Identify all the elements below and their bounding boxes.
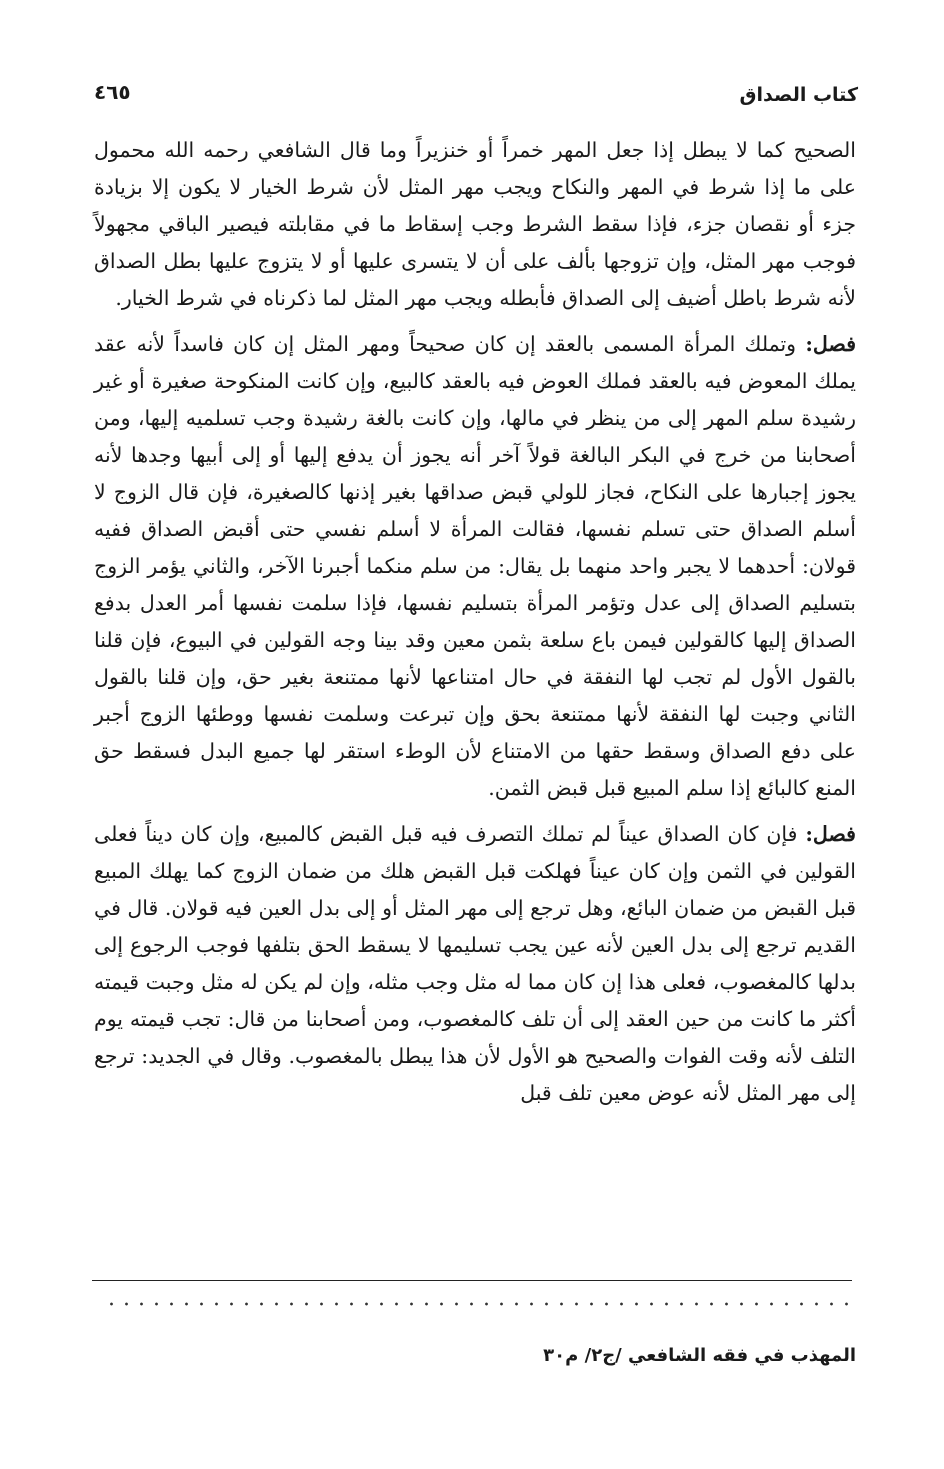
paragraph-text: فإن كان الصداق عيناً لم تملك التصرف فيه قبل القبض كالمبيع، وإن كان ديناً فعلى القولين في الثمن وإن كان عيناً فهلكت قبل القبض هلك من ضمان الزوج كما يهلك المبيع قبل القبض من ضمان البائع، وهل ترجع إلى مهر المثل أو إلى بدل العين فيه قولان. قال في القديم ترجع إلى بدل العين لأنه عين يجب تسليمها لا يسقط الحق بتلفها فوجب الرجوع إلى بدلها كالمغصوب، فعلى هذا إن كان مما له مثل وجب مثله، وإن لم يكن له مثل وجبت قيمته أكثر ما كانت من حين العقد إلى أن تلف كالمغصوب، ومن أصحابنا من قال: تجب قيمته يوم التلف لأنه وقت الفوات والصحيح هو الأول لأن هذا يبطل بالمغصوب. وقال في الجديد: ترجع إلى مهر المثل لأنه عوض معين تلف قبل	[94, 822, 856, 1105]
page-header	[94, 80, 858, 124]
paragraph-text: الصحيح كما لا يبطل إذا جعل المهر خمراً أو خنزيراً وما قال الشافعي رحمه الله محمول على ما إذا شرط في المهر والنكاح ويجب مهر المثل لأن شرط الخيار لا يكون إلا بزيادة جزء أو نقصان جزء، فإذا سقط الشرط وجب إسقاط ما في مقابلته فيصير الباقي مجهولاً فوجب مهر المثل، وإن تزوجها بألف على أن لا يتسرى عليها أو لا يتزوج عليها بطل الصداق لأنه شرط باطل أضيف إلى الصداق فأبطله ويجب مهر المثل لما ذكرناه في شرط الخيار.	[94, 138, 856, 310]
page-footer: المهذب في فقه الشافعي /ج٢/ م٣٠	[543, 1345, 856, 1366]
page-body	[94, 132, 856, 1121]
paragraph-text: وتملك المرأة المسمى بالعقد إن كان صحيحاً ومهر المثل إن كان فاسداً لأنه عقد يملك المعوض فيه بالعقد فملك العوض فيه بالعقد كالبيع، وإن كانت المنكوحة صغيرة أو غير رشيدة سلم المهر إلى من ينظر في مالها، وإن كانت بالغة رشيدة وجب تسلميه إليها، ومن أصحابنا من خرج في البكر البالغة قولاً آخر أنه يجوز أن يدفع إليها أو إلى أبيها وجدها لأنه يجوز إجبارها على النكاح، فجاز للولي قبض صداقها بغير إذنها كالصغيرة، فإن قال الزوج لا أسلم الصداق حتى تسلم نفسها، فقالت المرأة لا أسلم نفسي حتى أقبض الصداق ففيه قولان: أحدهما لا يجبر واحد منهما بل يقال: من سلم منكما أجبرنا الآخر، والثاني يؤمر الزوج بتسليم الصداق إلى عدل وتؤمر المرأة بتسليم نفسها، فإذا سلمت نفسها أمر العدل بدفع الصداق إليها كالقولين فيمن باع سلعة بثمن معين وقد بينا وجه القولين في البيوع، فإن قلنا بالقول الأول لم تجب لها النفقة في حال امتناعها لأنها ممتنعة بغير حق، وإن قلنا بالقول الثاني وجبت لها النفقة لأنها ممتنعة بحق وإن تبرعت وسلمت نفسها ووطئها الزوج أجبر على دفع الصداق وسقط حقها من الامتناع لأن الوطء استقر لها جميع البدل فسقط حق المنع كالبائع إذا سلم المبيع قبل قبض الثمن.	[94, 332, 856, 800]
section-label: فصل:	[805, 332, 856, 356]
paragraph-1	[94, 132, 856, 317]
chapter-title: كتاب الصداق	[739, 84, 858, 106]
paragraph-2	[94, 326, 856, 807]
paragraph-3	[94, 816, 856, 1112]
footnote-rule	[92, 1280, 852, 1281]
dotted-separator	[104, 1300, 852, 1308]
page-number: ٤٦٥	[94, 80, 131, 104]
section-label: فصل:	[805, 822, 856, 846]
